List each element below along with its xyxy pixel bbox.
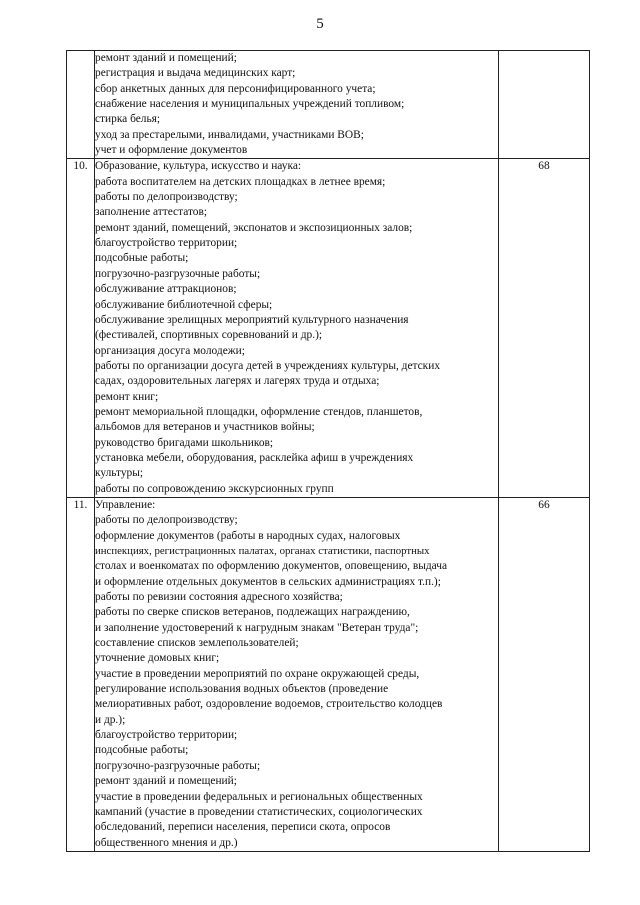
description-line: работы по организации досуга детей в учреждениях культуры, детских [95, 359, 441, 372]
row-count: 68 [499, 159, 590, 498]
description-line: ремонт зданий и помещений; [95, 775, 237, 788]
row-description [95, 159, 499, 498]
description-line: и заполнение удостоверений к нагрудным знакам "Ветеран труда"; [95, 621, 419, 634]
description-line: культуры; [95, 467, 144, 480]
row-count [499, 51, 590, 159]
table-row [67, 159, 590, 498]
description-line: подсобные работы; [95, 252, 189, 265]
description-line: ремонт мемориальной площадки, оформление стендов, планшетов, [95, 405, 423, 418]
description-line: составление списков землепользователей; [95, 637, 299, 650]
description-line: альбомов для ветеранов и участников войны; [95, 421, 315, 434]
description-line: работы по делопроизводству; [95, 514, 238, 527]
description-line: общественного мнения и др.) [95, 836, 238, 849]
row-description [95, 51, 499, 159]
row-count: 66 [499, 497, 590, 851]
row-number: 10. [67, 159, 95, 498]
description-line: работа воспитателем на детских площадках в летнее время; [95, 175, 386, 188]
description-line: столах и военкоматах по оформлению документов, оповещению, выдача [95, 560, 448, 573]
description-line: сбор анкетных данных для персонифицированного учета; [95, 82, 376, 95]
description-line: погрузочно-разгрузочные работы; [95, 759, 261, 772]
description-line: работы по ревизии состояния адресного хозяйства; [95, 591, 343, 604]
activities-table [66, 50, 590, 852]
description-line: подсобные работы; [95, 744, 189, 757]
description-line: садах, оздоровительных лагерях и лагерях труда и отдыха; [95, 375, 380, 388]
description-line: кампаний (участие в проведении статистических, социологических [95, 805, 423, 818]
description-line: уход за престарелыми, инвалидами, участниками ВОВ; [95, 128, 364, 141]
description-line: мелиоративных работ, оздоровление водоемов, строительство колодцев [95, 698, 443, 711]
description-line: стирка белья; [95, 113, 161, 126]
description-line: участие в проведении мероприятий по охране окружающей среды, [95, 667, 420, 680]
description-line: и др.); [95, 713, 126, 726]
description-line: благоустройство территории; [95, 729, 238, 742]
description-line: обслуживание аттракционов; [95, 283, 237, 296]
description-line: установка мебели, оборудования, расклейка афиш в учреждениях [95, 451, 414, 464]
description-line: и оформление отдельных документов в сельских администрациях т.п.); [95, 575, 441, 588]
description-line: учет и оформление документов [95, 144, 248, 157]
table-row [67, 51, 590, 159]
description-line: регистрация и выдача медицинских карт; [95, 67, 296, 80]
description-line: организация досуга молодежи; [95, 344, 245, 357]
page-number: 5 [316, 16, 324, 32]
description-line: благоустройство территории; [95, 237, 238, 250]
description-line: участие в проведении федеральных и региональных общественных [95, 790, 423, 803]
row-number [67, 51, 95, 159]
description-line: обследований, переписи населения, переписи скота, опросов [95, 821, 391, 834]
description-line: обслуживание зрелищных мероприятий культурного назначения [95, 313, 409, 326]
description-line: инспекциях, регистрационных палатах, органах статистики, паспортных [95, 545, 430, 557]
description-line: (фестивалей, спортивных соревнований и др.); [95, 329, 323, 342]
description-line: ремонт зданий и помещений; [95, 52, 237, 64]
description-line: обслуживание библиотечной сферы; [95, 298, 273, 311]
description-line: Образование, культура, искусство и наука: [95, 160, 302, 173]
row-number: 11. [67, 497, 95, 851]
description-line: Управление: [95, 498, 156, 511]
table-row [67, 497, 590, 851]
description-line: работы по делопроизводству; [95, 191, 238, 204]
description-line: ремонт зданий, помещений, экспонатов и экспозиционных залов; [95, 221, 413, 234]
description-line: работы по сверке списков ветеранов, подлежащих награждению, [95, 606, 410, 619]
description-line: уточнение домовых книг; [95, 652, 220, 665]
description-line: работы по сопровождению экскурсионных групп [95, 482, 334, 495]
description-line: регулирование использования водных объектов (проведение [95, 683, 389, 696]
description-line: заполнение аттестатов; [95, 206, 208, 219]
row-description [95, 497, 499, 851]
description-line: снабжение населения и муниципальных учреждений топливом; [95, 98, 405, 111]
description-line: ремонт книг; [95, 390, 159, 403]
description-line: оформление документов (работы в народных судах, налоговых [95, 529, 401, 542]
description-line: погрузочно-разгрузочные работы; [95, 267, 261, 280]
description-line: руководство бригадами школьников; [95, 436, 274, 449]
